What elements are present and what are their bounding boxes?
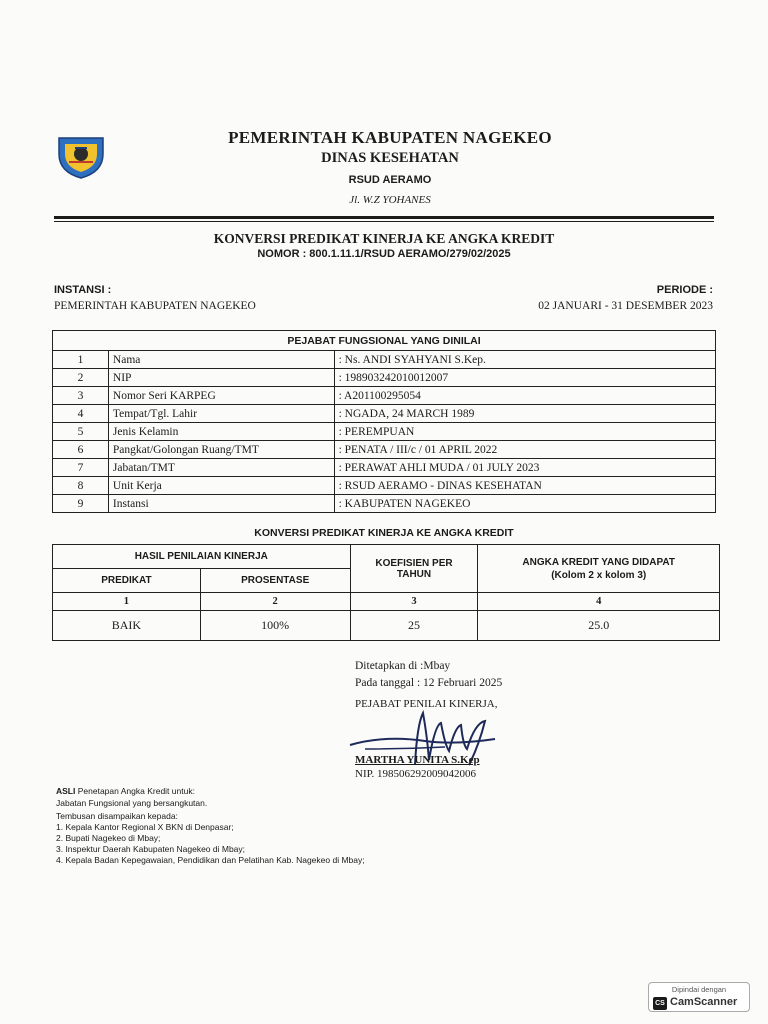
- periode-label: PERIODE :: [656, 284, 713, 296]
- header-address: Jl. W.Z YOHANES: [349, 194, 431, 206]
- row-value: : Ns. ANDI SYAHYANI S.Kep.: [334, 351, 715, 369]
- row-label: Nomor Seri KARPEG: [108, 387, 334, 405]
- header-divider-thin: [54, 221, 714, 222]
- row-label: Nama: [108, 351, 334, 369]
- prosentase-value: 100%: [200, 611, 350, 641]
- table-row: [53, 495, 716, 513]
- pejabat-table: [52, 330, 716, 513]
- row-label: Jabatan/TMT: [108, 459, 334, 477]
- pejabat-table-caption: PEJABAT FUNGSIONAL YANG DINILAI: [53, 331, 716, 351]
- pejabat-penilai-text: PEJABAT PENILAI KINERJA,: [355, 698, 498, 710]
- table-row: [53, 593, 720, 611]
- header-department: DINAS KESEHATAN: [321, 150, 459, 166]
- col-number: 3: [350, 593, 478, 611]
- col-number: 2: [200, 593, 350, 611]
- col-number: 1: [53, 593, 201, 611]
- table-row: [53, 423, 716, 441]
- watermark-caption: Dipindai dengan: [671, 985, 727, 994]
- asli-text: Penetapan Angka Kredit untuk:: [75, 786, 195, 796]
- asli-label: ASLI: [56, 786, 76, 796]
- document-title: KONVERSI PREDIKAT KINERJA KE ANGKA KREDIT: [213, 231, 555, 246]
- row-value: : PEREMPUAN: [334, 423, 715, 441]
- angka-kredit-header-line2: (Kolom 2 x kolom 3): [551, 569, 647, 581]
- row-label: Jenis Kelamin: [108, 423, 334, 441]
- watermark-name: CamScanner: [670, 996, 738, 1008]
- row-number: 9: [53, 495, 109, 513]
- header-divider-thick: [54, 216, 714, 219]
- angka-kredit-header-line1: ANGKA KREDIT YANG DIDAPAT: [522, 556, 676, 568]
- signer-name: MARTHA YUNITA S.Kep: [355, 754, 480, 766]
- row-value: : A201100295054: [334, 387, 715, 405]
- col-number: 4: [478, 593, 720, 611]
- angka-kredit-value: 25.0: [478, 611, 720, 641]
- camscanner-logo-icon: CS: [653, 997, 667, 1010]
- row-label: Instansi: [108, 495, 334, 513]
- row-value: : RSUD AERAMO - DINAS KESEHATAN: [334, 477, 715, 495]
- table-row: [53, 405, 716, 423]
- document-number: NOMOR : 800.1.11.1/RSUD AERAMO/279/02/2025: [257, 248, 511, 260]
- prosentase-header: PROSENTASE: [200, 569, 350, 593]
- predikat-value: BAIK: [53, 611, 201, 641]
- row-value: : NGADA, 24 MARCH 1989: [334, 405, 715, 423]
- row-number: 2: [53, 369, 109, 387]
- tembusan-item: 1. Kepala Kantor Regional X BKN di Denpasar;: [56, 822, 234, 832]
- row-number: 8: [53, 477, 109, 495]
- table-row: [53, 477, 716, 495]
- periode-value: 02 JANUARI - 31 DESEMBER 2023: [538, 300, 713, 312]
- koefisien-value: 25: [350, 611, 478, 641]
- table-row: [53, 369, 716, 387]
- asli-note-line2: Jabatan Fungsional yang bersangkutan.: [56, 798, 208, 808]
- row-value: : KABUPATEN NAGEKEO: [334, 495, 715, 513]
- tembusan-item: 3. Inspektur Daerah Kabupaten Nagekeo di Mbay;: [56, 844, 246, 854]
- hasil-header: HASIL PENILAIAN KINERJA: [53, 545, 351, 569]
- table-row: [53, 387, 716, 405]
- regency-logo-icon: [55, 132, 107, 180]
- tembusan-item: 4. Kepala Badan Kepegawaian, Pendidikan dan Pelatihan Kab. Nagekeo di Mbay;: [56, 855, 365, 865]
- konversi-title: KONVERSI PREDIKAT KINERJA KE ANGKA KREDIT: [254, 527, 514, 539]
- predikat-header: PREDIKAT: [53, 569, 201, 593]
- tanggal-text: Pada tanggal : 12 Februari 2025: [355, 677, 503, 689]
- row-value: : PENATA / III/c / 01 APRIL 2022: [334, 441, 715, 459]
- row-number: 3: [53, 387, 109, 405]
- table-row: [53, 459, 716, 477]
- ditetapkan-text: Ditetapkan di :Mbay: [355, 660, 451, 672]
- table-row: [53, 611, 720, 641]
- row-value: : 198903242010012007: [334, 369, 715, 387]
- row-label: Tempat/Tgl. Lahir: [108, 405, 334, 423]
- row-number: 4: [53, 405, 109, 423]
- row-number: 6: [53, 441, 109, 459]
- asli-note: [56, 786, 195, 796]
- konversi-table: [52, 544, 720, 641]
- row-value: : PERAWAT AHLI MUDA / 01 JULY 2023: [334, 459, 715, 477]
- signer-nip: NIP. 198506292009042006: [355, 768, 477, 780]
- camscanner-watermark: [648, 982, 750, 1012]
- row-label: NIP: [108, 369, 334, 387]
- row-label: Pangkat/Golongan Ruang/TMT: [108, 441, 334, 459]
- instansi-label: INSTANSI :: [54, 284, 112, 296]
- koefisien-header: KOEFISIEN PER TAHUN: [350, 545, 478, 593]
- table-row: [53, 351, 716, 369]
- row-number: 1: [53, 351, 109, 369]
- tembusan-label: Tembusan disampaikan kepada:: [56, 811, 178, 821]
- row-label: Unit Kerja: [108, 477, 334, 495]
- angka-kredit-header: [478, 545, 720, 593]
- tembusan-item: 2. Bupati Nagekeo di Mbay;: [56, 833, 161, 843]
- row-number: 5: [53, 423, 109, 441]
- header-government: PEMERINTAH KABUPATEN NAGEKEO: [228, 128, 552, 147]
- table-row: [53, 441, 716, 459]
- instansi-value: PEMERINTAH KABUPATEN NAGEKEO: [54, 300, 256, 312]
- row-number: 7: [53, 459, 109, 477]
- header-hospital: RSUD AERAMO: [348, 174, 432, 186]
